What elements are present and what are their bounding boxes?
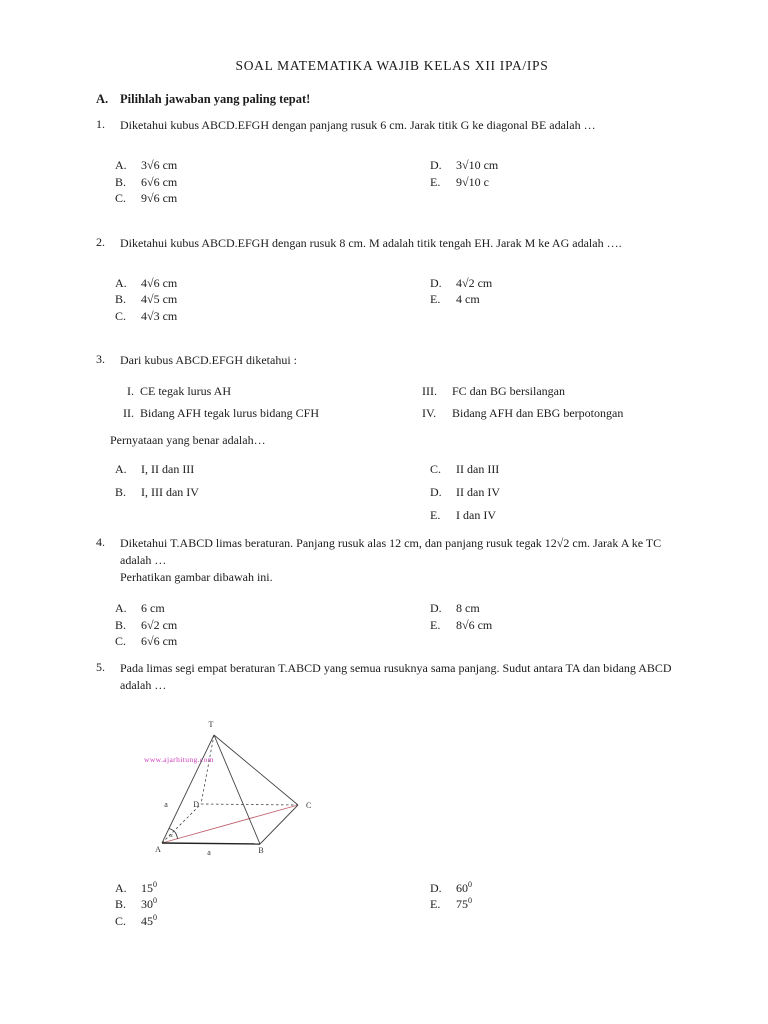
statement-label: III. (422, 384, 437, 398)
option-text: $30^0$ (141, 896, 157, 911)
statement-3 (422, 381, 708, 402)
option-label: C. (115, 913, 127, 928)
question-5-options (115, 880, 708, 930)
option-label: D. (430, 601, 442, 615)
hidden-edges (162, 735, 298, 843)
edge-tc (214, 735, 298, 805)
section-instruction: Pilihlah jawaban yang paling tepat! (120, 92, 311, 106)
option-text: II dan IV (456, 485, 500, 499)
option-d (430, 275, 708, 292)
question-note: Perhatikan gambar dibawah ini. (120, 570, 273, 584)
label-vertex-d: D (193, 799, 199, 809)
question-3-options (115, 458, 708, 527)
option-text: I, II dan III (141, 462, 195, 476)
option-text: $60^0$ (456, 879, 472, 895)
option-d (430, 600, 708, 617)
statement-text: Bidang AFH tegak lurus bidang CFH (140, 406, 319, 420)
label-vertex-c: C (306, 800, 312, 810)
degree-superscript: 0 (153, 896, 157, 905)
option-text: 6√6 cm (141, 174, 178, 189)
statement-label: II. (123, 406, 134, 420)
question-5 (96, 660, 708, 930)
option-a (115, 157, 430, 174)
question-text (120, 535, 672, 586)
option-text: 4√6 cm (141, 275, 178, 290)
statement-label: IV. (422, 406, 437, 420)
label-apex-t: T (208, 719, 214, 729)
option-label: C. (115, 634, 127, 648)
watermark-text: www.ajarhitung.com (144, 754, 215, 764)
option-c (115, 308, 430, 325)
option-text: 3√6 cm (141, 158, 178, 172)
option-label: E. (430, 508, 441, 522)
option-label: B. (115, 292, 127, 306)
pyramid-figure (144, 716, 323, 866)
label-vertex-b: B (258, 845, 264, 855)
question-number: 4. (96, 535, 105, 549)
option-label: D. (430, 880, 442, 895)
question-1-options (115, 157, 708, 207)
option-text: 4√2 cm (456, 275, 493, 290)
option-b (115, 896, 430, 913)
option-text: 6√2 cm (141, 617, 178, 632)
option-label: D. (430, 485, 442, 499)
option-text: $15^0$ (141, 879, 157, 895)
section-header (96, 92, 708, 107)
option-text: 9√6 cm (141, 191, 178, 205)
option-label: A. (115, 275, 127, 290)
option-a (115, 275, 430, 292)
statement-text: Bidang AFH dan EBG berpotongan (452, 406, 624, 420)
option-e (430, 896, 708, 913)
option-label: D. (430, 275, 442, 290)
option-label: C. (430, 462, 442, 476)
label-angle-alpha: α (169, 831, 173, 839)
question-3 (96, 352, 708, 527)
question-number: 5. (96, 659, 105, 674)
option-d (430, 880, 708, 897)
option-text: $45^0$ (141, 912, 157, 928)
option-a (115, 458, 430, 480)
question-number: 3. (96, 352, 105, 366)
figure-labels (155, 720, 311, 857)
option-c (115, 633, 430, 650)
option-label: A. (115, 601, 127, 615)
option-text: $75^0$ (456, 896, 472, 911)
option-label: A. (115, 880, 127, 895)
question-text: Dari kubus ABCD.EFGH diketahui : (120, 353, 297, 367)
option-label: E. (430, 292, 441, 306)
option-text: 4√3 cm (141, 308, 178, 323)
option-label: B. (115, 897, 127, 911)
question-number: 2. (96, 234, 105, 249)
option-text: 6√6 cm (141, 634, 178, 648)
option-c (115, 913, 430, 930)
edge-tb (214, 735, 260, 844)
statement-4 (422, 403, 708, 424)
degree-superscript: 0 (468, 879, 472, 889)
label-edge-left-a: a (164, 799, 168, 809)
option-e (430, 504, 708, 526)
option-label: B. (115, 174, 127, 189)
option-text: 4√5 cm (141, 292, 178, 306)
statement-2 (110, 403, 422, 424)
option-b (115, 481, 430, 503)
degree-superscript: 0 (153, 879, 157, 889)
option-text: 3√10 cm (456, 158, 499, 172)
option-label: C. (115, 308, 127, 323)
question-4 (96, 535, 708, 650)
edge-bc (260, 805, 298, 844)
degree-superscript: 0 (153, 912, 157, 922)
statement-text: FC dan BG bersilangan (452, 384, 565, 398)
edge-td (201, 735, 214, 804)
option-text: 6 cm (141, 601, 165, 615)
page-title: SOAL MATEMATIKA WAJIB KELAS XII IPA/IPS (235, 58, 549, 73)
question-2 (96, 235, 708, 325)
option-b (115, 291, 430, 308)
statement-1 (110, 381, 422, 402)
section-label: A. (96, 92, 109, 106)
option-text: 9√10 c (456, 174, 489, 189)
option-label: B. (115, 617, 127, 632)
question-text: Diketahui kubus ABCD.EFGH dengan panjang rusuk 6 cm. Jarak titik G ke diagonal BE adalah … (120, 118, 596, 132)
option-label: D. (430, 158, 442, 172)
option-label: A. (115, 462, 127, 476)
question-text-body: Diketahui T.ABCD limas beraturan. Panjang rusuk alas 12 cm, dan panjang rusuk tegak 12√2 cm. Jarak A ke TC adalah … (120, 536, 662, 567)
question-text: Diketahui kubus ABCD.EFGH dengan rusuk 8 cm. M adalah titik tengah EH. Jarak M ke AG adalah …. (120, 235, 622, 250)
question-2-options (115, 275, 708, 325)
edge-dc (201, 804, 298, 805)
question-number: 1. (96, 117, 105, 131)
option-label: A. (115, 158, 127, 172)
option-b (115, 174, 430, 191)
option-text: I dan IV (456, 508, 496, 522)
option-label: E. (430, 174, 441, 189)
statement-text: CE tegak lurus AH (140, 384, 231, 398)
option-label: E. (430, 617, 441, 632)
option-c (115, 190, 430, 207)
option-a (115, 600, 430, 617)
option-text: II dan III (456, 462, 500, 476)
question-3-prompt: Pernyataan yang benar adalah… (110, 433, 266, 447)
edge-ab (162, 843, 260, 844)
label-vertex-a: A (155, 844, 161, 854)
statement-label: I. (127, 384, 134, 398)
option-a (115, 880, 430, 897)
edge-ta (162, 735, 214, 843)
label-edge-bottom-a: a (207, 847, 211, 857)
option-text: 8 cm (456, 601, 480, 615)
option-text: 8√6 cm (456, 617, 493, 632)
degree-superscript: 0 (468, 896, 472, 905)
option-label: E. (430, 897, 441, 911)
option-e (430, 291, 708, 308)
option-d (430, 157, 708, 174)
solid-edges (162, 735, 298, 844)
option-e (430, 174, 708, 191)
option-d (430, 481, 708, 503)
option-text: 4 cm (456, 292, 480, 306)
question-3-statements (110, 381, 708, 425)
question-1 (96, 117, 708, 207)
question-4-options (115, 600, 708, 650)
option-text: I, III dan IV (141, 485, 199, 499)
option-label: C. (115, 191, 127, 205)
option-e (430, 617, 708, 634)
option-label: B. (115, 485, 127, 499)
question-text: Pada limas segi empat beraturan T.ABCD yang semua rusuknya sama panjang. Sudut antara TA dan bidang ABCD adalah … (120, 660, 672, 692)
option-c (430, 458, 708, 480)
option-b (115, 617, 430, 634)
diagonal-ac (162, 805, 298, 843)
